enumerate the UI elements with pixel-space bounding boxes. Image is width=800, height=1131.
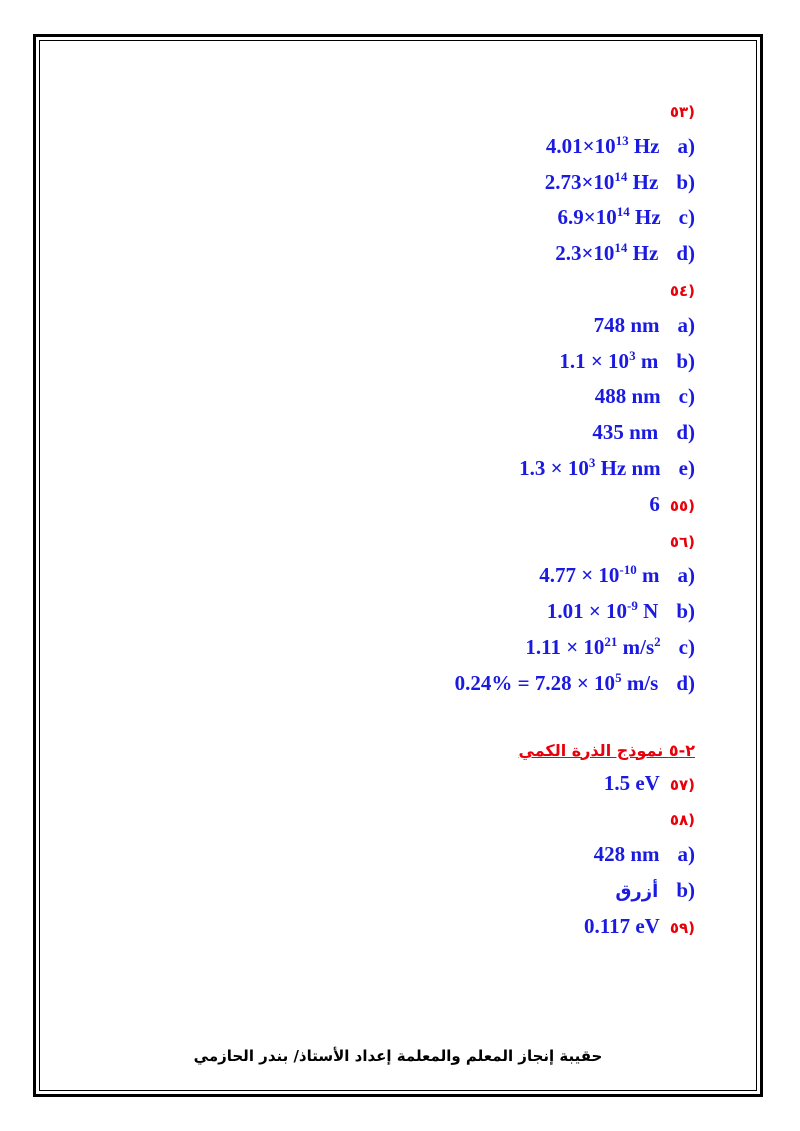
answer-row <box>95 165 695 201</box>
part-letter: (a <box>677 133 695 158</box>
answer-value <box>592 415 658 451</box>
answer-row <box>95 873 695 909</box>
part-letter: (c <box>678 205 695 230</box>
answer-value <box>539 558 659 594</box>
part-letter: (a <box>677 312 695 337</box>
part-letter: (d <box>676 420 695 445</box>
answer-unit: m <box>636 563 660 588</box>
answer-row <box>95 236 695 272</box>
question-number: (٥٣ <box>669 103 695 121</box>
answer-unit: Hz <box>628 133 660 158</box>
part-letter: (e <box>678 455 695 480</box>
answer-text: أزرق <box>615 880 659 902</box>
answer-unit: m/s <box>621 670 659 695</box>
answer-row <box>95 837 695 873</box>
answer-value <box>559 344 658 380</box>
answer-row <box>95 344 695 380</box>
answer-text: 435 nm <box>592 420 659 445</box>
answer-value <box>615 874 658 910</box>
question-number: (٥٨ <box>669 811 695 830</box>
answer-base: 1.1 × 10 <box>559 348 630 373</box>
answer-exponent: 13 <box>615 132 629 148</box>
part-letter: (b <box>676 169 695 194</box>
answer-exponent: 14 <box>614 168 628 184</box>
answer-base: 4.77 × 10 <box>539 563 620 588</box>
answer-row <box>95 801 695 837</box>
question-number: (٥٩ <box>669 918 695 937</box>
answer-unit: m/s <box>617 634 655 659</box>
part-letter: (c <box>678 384 695 409</box>
answer-row <box>95 93 695 129</box>
answer-row <box>95 594 695 630</box>
answer-value <box>558 200 661 236</box>
answer-value <box>546 129 660 165</box>
answer-value <box>584 909 660 945</box>
part-letter: (a <box>677 563 695 588</box>
answer-value <box>594 837 660 873</box>
question-number: (٥٦ <box>669 532 695 551</box>
answer-base: 2.3×10 <box>555 241 615 266</box>
answer-row <box>95 451 695 487</box>
part-letter: (a <box>677 842 695 867</box>
answer-text: 748 nm <box>593 312 660 337</box>
answer-exponent: 14 <box>614 240 628 256</box>
page-footer: حقيبة إنجاز المعلم والمعلمة إعداد الأستاذ/ بندر الحازمي <box>193 1047 603 1065</box>
answer-row <box>95 487 695 523</box>
answer-unit: Hz <box>627 241 659 266</box>
answer-row <box>95 766 695 802</box>
answer-base: 0.24% = 7.28 × 10 <box>454 670 616 695</box>
answer-exponent: -10 <box>619 562 637 578</box>
answers-group-1 <box>95 93 695 702</box>
question-number: (٥٥ <box>669 496 695 515</box>
answer-value <box>519 451 661 487</box>
answer-unit: N <box>637 599 659 624</box>
answer-value <box>545 165 659 201</box>
part-letter: (b <box>676 599 695 624</box>
answer-row <box>95 308 695 344</box>
answer-exponent: 3 <box>588 454 596 470</box>
answer-exponent: 21 <box>604 633 618 649</box>
unit-exponent: 2 <box>654 633 661 649</box>
answer-exponent: 14 <box>616 204 630 220</box>
answer-value <box>595 379 661 415</box>
answer-exponent: 3 <box>629 347 636 363</box>
answer-text: 6 <box>649 491 660 516</box>
answer-text: 488 nm <box>594 384 661 409</box>
answer-row <box>95 379 695 415</box>
answer-exponent: 5 <box>615 669 622 685</box>
answer-row <box>95 558 695 594</box>
answer-unit: Hz nm <box>595 455 661 480</box>
part-letter: (d <box>676 670 695 695</box>
answer-unit: Hz <box>629 205 661 230</box>
answer-value <box>604 766 660 802</box>
answer-unit: Hz <box>627 169 659 194</box>
answer-text: 1.5 eV <box>603 770 660 795</box>
part-letter: (b <box>676 877 695 902</box>
answer-row <box>95 129 695 165</box>
answer-row <box>95 200 695 236</box>
question-number: (٥٧ <box>669 775 695 794</box>
answer-base: 4.01×10 <box>545 133 616 158</box>
answers-group-2 <box>95 766 695 945</box>
answer-exponent: -9 <box>627 598 638 614</box>
part-letter: (c <box>678 634 695 659</box>
answer-row <box>95 666 695 702</box>
answer-base: 1.3 × 10 <box>519 455 589 480</box>
answer-text: 0.117 eV <box>584 913 660 938</box>
answer-base: 6.9×10 <box>557 205 617 230</box>
answer-value <box>649 487 660 523</box>
answer-value <box>547 594 658 630</box>
part-letter: (d <box>676 241 695 266</box>
answer-text: 428 nm <box>593 842 660 867</box>
answer-base: 1.01 × 10 <box>546 599 628 624</box>
question-number: (٥٤ <box>669 281 695 300</box>
answer-row <box>95 523 695 559</box>
part-letter: (b <box>676 348 695 373</box>
section-heading: ٢-٥ نموذج الذرة الكمي <box>518 740 695 760</box>
answer-row <box>95 909 695 945</box>
answer-base: 1.11 × 10 <box>525 634 605 659</box>
answer-row <box>95 415 695 451</box>
answer-row <box>95 272 695 308</box>
answer-value <box>555 236 658 272</box>
answer-value <box>525 630 660 666</box>
section-spacer <box>95 702 695 736</box>
answer-base: 2.73×10 <box>544 169 615 194</box>
answer-value <box>594 308 660 344</box>
answer-list <box>95 93 695 945</box>
answer-row <box>95 630 695 666</box>
answer-value <box>455 666 659 702</box>
answer-unit: m <box>635 348 659 373</box>
